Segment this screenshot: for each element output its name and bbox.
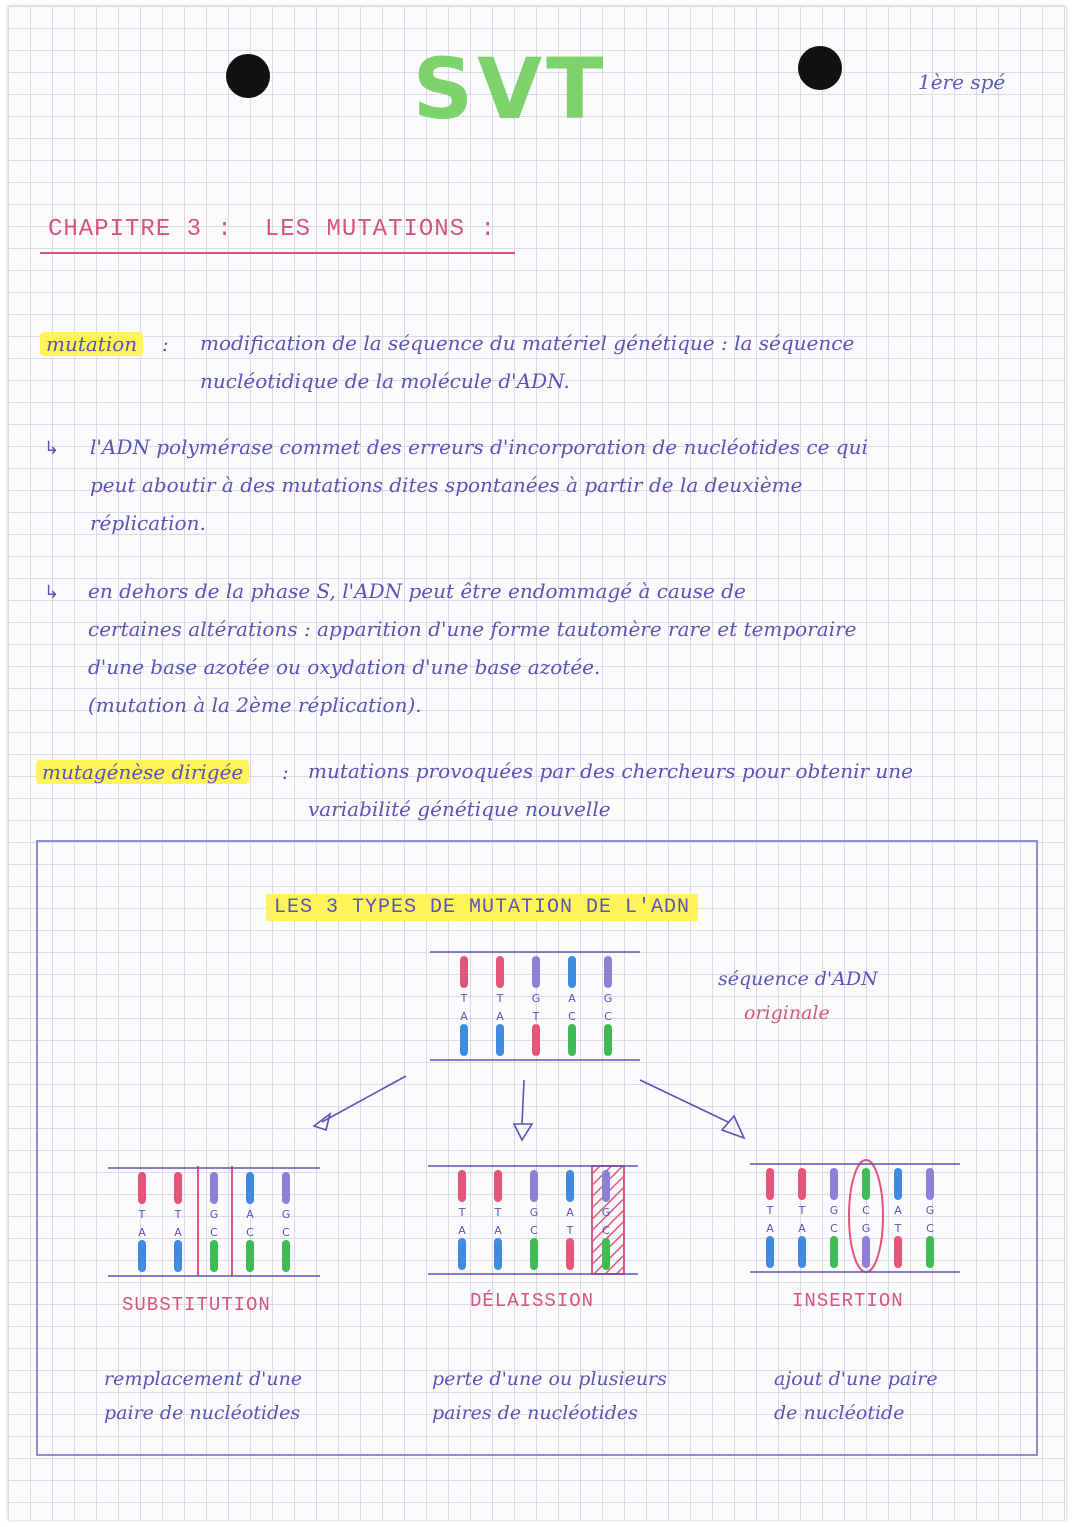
- nucleotide-bar: [830, 1236, 838, 1268]
- nucleotide-letter: A: [458, 1224, 466, 1237]
- nucleotide-letter: G: [281, 1208, 291, 1221]
- nucleotide-letter: A: [494, 1224, 502, 1237]
- nucleotide-letter: T: [496, 992, 504, 1005]
- nucleotide-bar: [766, 1168, 774, 1200]
- nucleotide-bar: [568, 1024, 576, 1056]
- class-level: 1ère spé: [918, 70, 1006, 94]
- nucleotide-letter: T: [138, 1208, 146, 1221]
- bullet-arrow-icon: ↳: [44, 438, 60, 459]
- diagram-title: LES 3 TYPES DE MUTATION DE L'ADN: [266, 894, 698, 921]
- nucleotide-bar: [532, 956, 540, 988]
- nucleotide-letter: C: [604, 1010, 612, 1023]
- nucleotide-letter: A: [568, 992, 576, 1005]
- nucleotide-letter: G: [925, 1204, 935, 1217]
- nucleotide-letter: A: [566, 1206, 574, 1219]
- nucleotide-bar: [568, 956, 576, 988]
- nucleotide-letter: T: [894, 1222, 902, 1235]
- nucleotide-bar: [602, 1238, 610, 1270]
- definition-line: nucléotidique de la molécule d'ADN.: [200, 369, 570, 393]
- nucleotide-bar: [530, 1238, 538, 1270]
- nucleotide-bar: [138, 1240, 146, 1272]
- nucleotide-bar: [604, 956, 612, 988]
- arrow-to-insertion: [640, 1080, 744, 1138]
- nucleotide-letter: C: [246, 1226, 254, 1239]
- nucleotide-bar: [798, 1236, 806, 1268]
- arrow-to-deletion: [514, 1080, 532, 1140]
- nucleotide-letter: G: [209, 1208, 219, 1221]
- nucleotide-letter: T: [766, 1204, 774, 1217]
- nucleotide-letter: A: [138, 1226, 146, 1239]
- nucleotide-bar: [862, 1236, 870, 1268]
- nucleotide-letter: G: [531, 992, 541, 1005]
- definition-line: modification de la séquence du matériel génétique : la séquence: [200, 331, 855, 355]
- arrow-to-substitution: [314, 1076, 406, 1130]
- nucleotide-letter: T: [174, 1208, 182, 1221]
- nucleotide-letter: C: [530, 1224, 538, 1237]
- nucleotide-bar: [174, 1172, 182, 1204]
- nucleotide-letter: C: [282, 1226, 290, 1239]
- nucleotide-bar: [210, 1172, 218, 1204]
- nucleotide-letter: A: [798, 1222, 806, 1235]
- description-line: de nucléotide: [774, 1402, 905, 1424]
- nucleotide-letter: C: [568, 1010, 576, 1023]
- nucleotide-bar: [766, 1236, 774, 1268]
- nucleotide-bar: [530, 1170, 538, 1202]
- bullet-line: peut aboutir à des mutations dites spontanées à partir de la deuxième: [90, 473, 803, 497]
- nucleotide-letter: G: [601, 1206, 611, 1219]
- nucleotide-bar: [210, 1240, 218, 1272]
- description-line: ajout d'une paire: [774, 1368, 938, 1390]
- nucleotide-letter: T: [798, 1204, 806, 1217]
- nucleotide-bar: [282, 1172, 290, 1204]
- page-title: SVT: [412, 40, 608, 138]
- nucleotide-bar: [602, 1170, 610, 1202]
- definition-colon: :: [162, 332, 169, 356]
- nucleotide-bar: [532, 1024, 540, 1056]
- chapter-label: CHAPITRE 3: [48, 216, 203, 243]
- nucleotide-letter: G: [861, 1222, 871, 1235]
- nucleotide-letter: T: [458, 1206, 466, 1219]
- definition-line: mutations provoquées par des chercheurs pour obtenir une: [308, 759, 914, 783]
- mutation-type-substitution: SUBSTITUTION: [122, 1294, 271, 1316]
- nucleotide-letter: C: [926, 1222, 934, 1235]
- definition-term-mutation: mutation: [40, 332, 143, 356]
- bullet-line: certaines altérations : apparition d'une forme tautomère rare et temporaire: [88, 617, 857, 641]
- original-sequence-label: séquence d'ADN: [718, 968, 878, 990]
- definition-colon: :: [282, 760, 289, 784]
- nucleotide-bar: [566, 1238, 574, 1270]
- nucleotide-bar: [138, 1172, 146, 1204]
- description-line: remplacement d'une: [104, 1368, 303, 1390]
- nucleotide-letter: G: [603, 992, 613, 1005]
- nucleotide-bar: [460, 1024, 468, 1056]
- nucleotide-bar: [894, 1236, 902, 1268]
- nucleotide-bar: [798, 1168, 806, 1200]
- nucleotide-letter: T: [566, 1224, 574, 1237]
- nucleotide-bar: [894, 1168, 902, 1200]
- bullet-line: l'ADN polymérase commet des erreurs d'incorporation de nucléotides ce qui: [90, 435, 868, 459]
- bullet-line: en dehors de la phase S, l'ADN peut être endommagé à cause de: [88, 579, 746, 603]
- nucleotide-bar: [566, 1170, 574, 1202]
- bullet-line: d'une base azotée ou oxydation d'une base azotée.: [88, 655, 601, 679]
- bullet-line: (mutation à la 2ème réplication).: [88, 693, 422, 717]
- dna-substitution: [108, 1168, 320, 1276]
- description-line: paires de nucléotides: [432, 1402, 638, 1424]
- bullet-arrow-icon: ↳: [44, 582, 60, 603]
- nucleotide-bar: [282, 1240, 290, 1272]
- nucleotide-bar: [494, 1170, 502, 1202]
- nucleotide-letter: T: [460, 992, 468, 1005]
- nucleotide-letter: C: [830, 1222, 838, 1235]
- original-sequence-sublabel: originale: [744, 1002, 830, 1024]
- nucleotide-letter: C: [210, 1226, 218, 1239]
- nucleotide-bar: [494, 1238, 502, 1270]
- nucleotide-letter: A: [766, 1222, 774, 1235]
- nucleotide-bar: [460, 956, 468, 988]
- nucleotide-bar: [496, 956, 504, 988]
- nucleotide-letter: A: [496, 1010, 504, 1023]
- definition-term-mutagenese: mutagénèse dirigée: [36, 760, 249, 784]
- nucleotide-letter: A: [460, 1010, 468, 1023]
- bullet-line: réplication.: [90, 511, 206, 535]
- nucleotide-bar: [246, 1240, 254, 1272]
- nucleotide-letter: A: [174, 1226, 182, 1239]
- nucleotide-bar: [604, 1024, 612, 1056]
- nucleotide-letter: C: [602, 1224, 610, 1237]
- nucleotide-bar: [246, 1172, 254, 1204]
- description-line: perte d'une ou plusieurs: [432, 1368, 667, 1390]
- chapter-heading: CHAPITRE 3 : LES MUTATIONS :: [48, 216, 496, 243]
- nucleotide-letter: T: [532, 1010, 540, 1023]
- nucleotide-letter: G: [529, 1206, 539, 1219]
- nucleotide-bar: [174, 1240, 182, 1272]
- nucleotide-bar: [926, 1168, 934, 1200]
- definition-line: variabilité génétique nouvelle: [308, 797, 611, 821]
- mutation-type-insertion: INSERTION: [792, 1290, 904, 1312]
- nucleotide-bar: [496, 1024, 504, 1056]
- nucleotide-letter: A: [246, 1208, 254, 1221]
- mutation-type-deletion: DÉLAISSION: [470, 1290, 595, 1312]
- chapter-title: LES MUTATIONS: [264, 216, 466, 243]
- nucleotide-bar: [830, 1168, 838, 1200]
- nucleotide-bar: [458, 1170, 466, 1202]
- nucleotide-bar: [926, 1236, 934, 1268]
- dna-original: [430, 952, 640, 1060]
- nucleotide-bar: [458, 1238, 466, 1270]
- nucleotide-letter: G: [829, 1204, 839, 1217]
- nucleotide-letter: A: [894, 1204, 902, 1217]
- description-line: paire de nucléotides: [104, 1402, 301, 1424]
- nucleotide-letter: T: [494, 1206, 502, 1219]
- nucleotide-bar: [862, 1168, 870, 1200]
- nucleotide-letter: C: [862, 1204, 870, 1217]
